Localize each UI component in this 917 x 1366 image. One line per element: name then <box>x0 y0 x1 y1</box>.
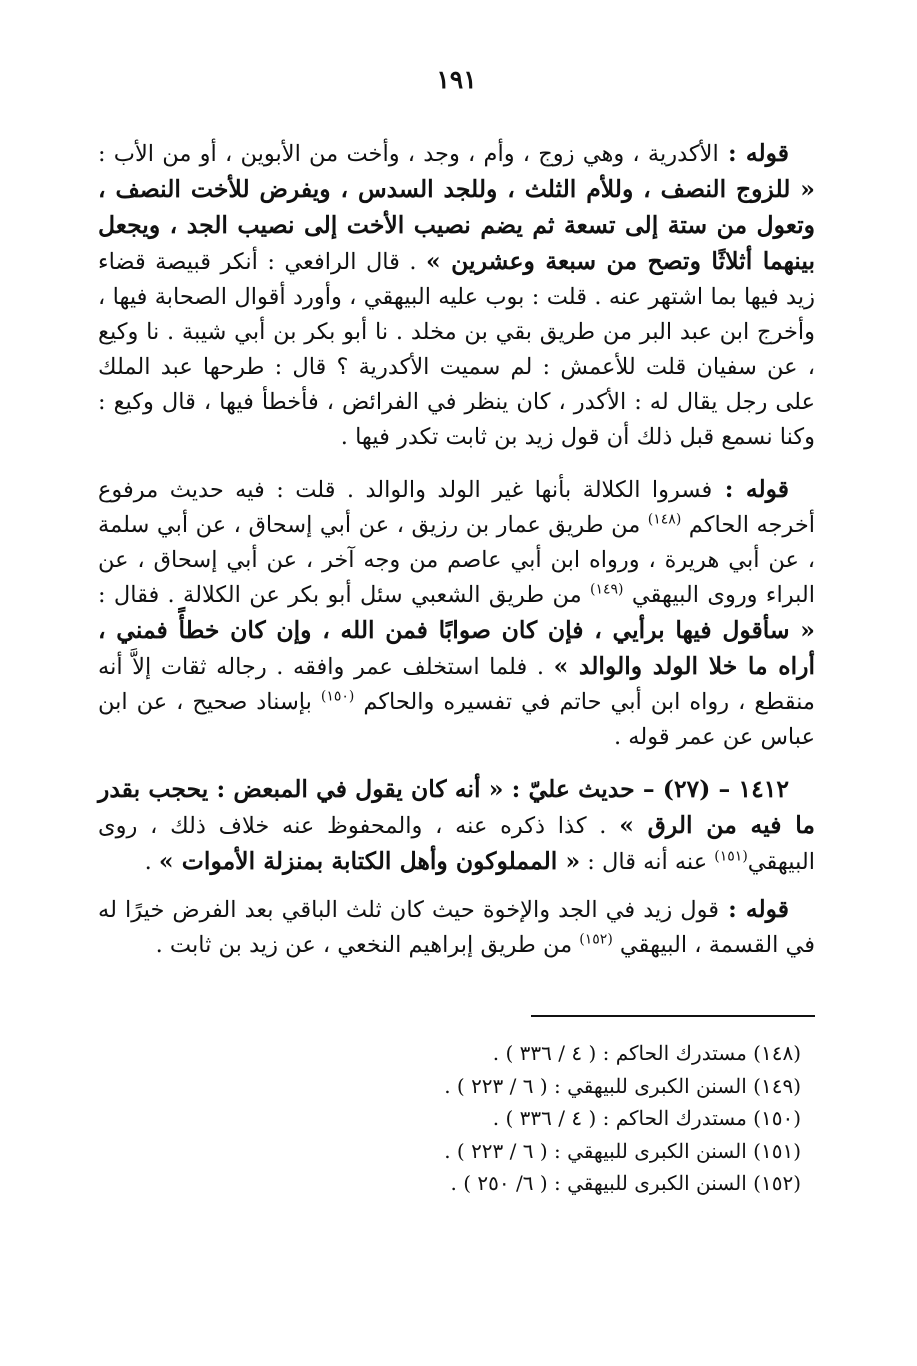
paragraph-hadith-1412 <box>98 772 815 880</box>
bold-text: قوله : <box>712 475 789 503</box>
footnote-ref: (١٤٩) <box>590 581 624 598</box>
text-run: . كذا ذكره عنه ، والمحفوظ عنه خلاف ذلك ، روى البيهقي <box>98 813 815 875</box>
text-run: بإسناد صحيح ، عن ابن عباس عن عمر قوله . <box>98 689 815 750</box>
footnote-separator <box>531 1015 815 1017</box>
page-number: ١٩١ <box>436 65 477 94</box>
bold-text: قوله : <box>718 895 789 923</box>
footnote-149: (١٤٩) السنن الكبرى للبيهقي : ( ٦ / ٢٢٣ ) . <box>444 1073 801 1098</box>
text-run: فسروا الكلالة بأنها غير الولد والوالد . قلت : فيه حديث مرفوع أخرجه الحاكم <box>98 477 815 538</box>
text-run: من طريق الشعبي سئل أبو بكر عن الكلالة . فقال : <box>98 582 591 608</box>
footnote-148: (١٤٨) مستدرك الحاكم : ( ٤ / ٣٣٦ ) . <box>492 1041 801 1065</box>
footnote-150: (١٥٠) مستدرك الحاكم : ( ٤ / ٣٣٦ ) . <box>492 1106 801 1130</box>
text-run: الأكدرية ، وهي زوج ، وأم ، وجد ، وأخت من الأبوين ، أو من الأب : <box>98 141 719 167</box>
footnote-ref: (١٥٢) <box>579 931 613 948</box>
text-run: من طريق عمار بن رزيق ، عن أبي إسحاق ، عن أبي سلمة ، عن أبي هريرة ، ورواه ابن أبي عاصم من وجه آخر ، عن أبي إسحاق ، عن البراء وروى البيهقي <box>98 512 816 608</box>
bold-text: قوله : <box>718 139 789 167</box>
footnote-ref: (١٥١) <box>714 848 748 865</box>
text-run: من طريق إبراهيم النخعي ، عن زيد بن ثابت . <box>155 932 580 958</box>
footnotes-list <box>98 1037 801 1200</box>
text-run: عنه أنه قال : <box>580 849 715 875</box>
bold-text: « المملوكون وأهل الكتابة بمنزلة الأموات » <box>158 847 581 875</box>
paragraph-zayd-grandfather <box>98 892 815 963</box>
text-run: . <box>144 849 159 875</box>
bold-text: ١٤١٢ – (٢٧) – حديث عليّ : « أنه كان يقول في المبعض : يحجب بقدر ما فيه من الرق » <box>98 775 815 839</box>
text-run: قول زيد في الجد والإخوة حيث كان ثلث الباقي بعد الفرض خيرًا له في القسمة ، البيهقي <box>98 897 815 958</box>
footnote-152: (١٥٢) السنن الكبرى للبيهقي : ( ٦/ ٢٥٠ ) . <box>450 1171 801 1195</box>
footnote-ref: (١٤٨) <box>647 511 682 528</box>
body-text <box>98 136 815 963</box>
paragraph-kalala <box>98 472 815 755</box>
paragraph-akdariyya <box>98 136 815 455</box>
footnote-151: (١٥١) السنن الكبرى للبيهقي : ( ٦ / ٢٢٣ ) . <box>444 1138 801 1163</box>
text-run: . فلما استخلف عمر وافقه . رجاله ثقات إلاَّ أنه منقطع ، رواه ابن أبي حاتم في تفسيره والحاكم <box>98 654 815 715</box>
text-run: . قال الرافعي : أنكر قبيصة قضاء زيد فيها بما اشتهر عنه . قلت : بوب عليه البيهقي ، وأورد أقوال الصحابة فيها ، وأخرج ابن عبد البر من طريق بقي بن مخلد . نا أبو بكر بن أبي شيبة . نا وكيع ، عن سفيان قلت للأعمش : لم سميت الأكدرية ؟ قال : طرحها عبد الملك على رجل يقال له : الأكدر ، كان ينظر في الفرائض ، فأخطأ فيها ، قال وكيع : وكنا نسمع قبل ذلك أن قول زيد بن ثابت تكدر فيها . <box>98 249 815 450</box>
bold-text: « سأقول فيها برأيي ، فإن كان صوابًا فمن الله ، وإن كان خطأً فمني ، أراه ما خلا الولد والوالد » <box>98 616 815 680</box>
bold-text: « للزوج النصف ، وللأم الثلث ، وللجد السدس ، ويفرض للأخت النصف ، وتعول من ستة إلى تسعة ثم يضم نصيب الأخت إلى نصيب الجد ، ويجعل بينهما أثلاثًا وتصح من سبعة وعشرين » <box>98 175 816 275</box>
footnote-ref: (١٥٠) <box>320 688 355 705</box>
